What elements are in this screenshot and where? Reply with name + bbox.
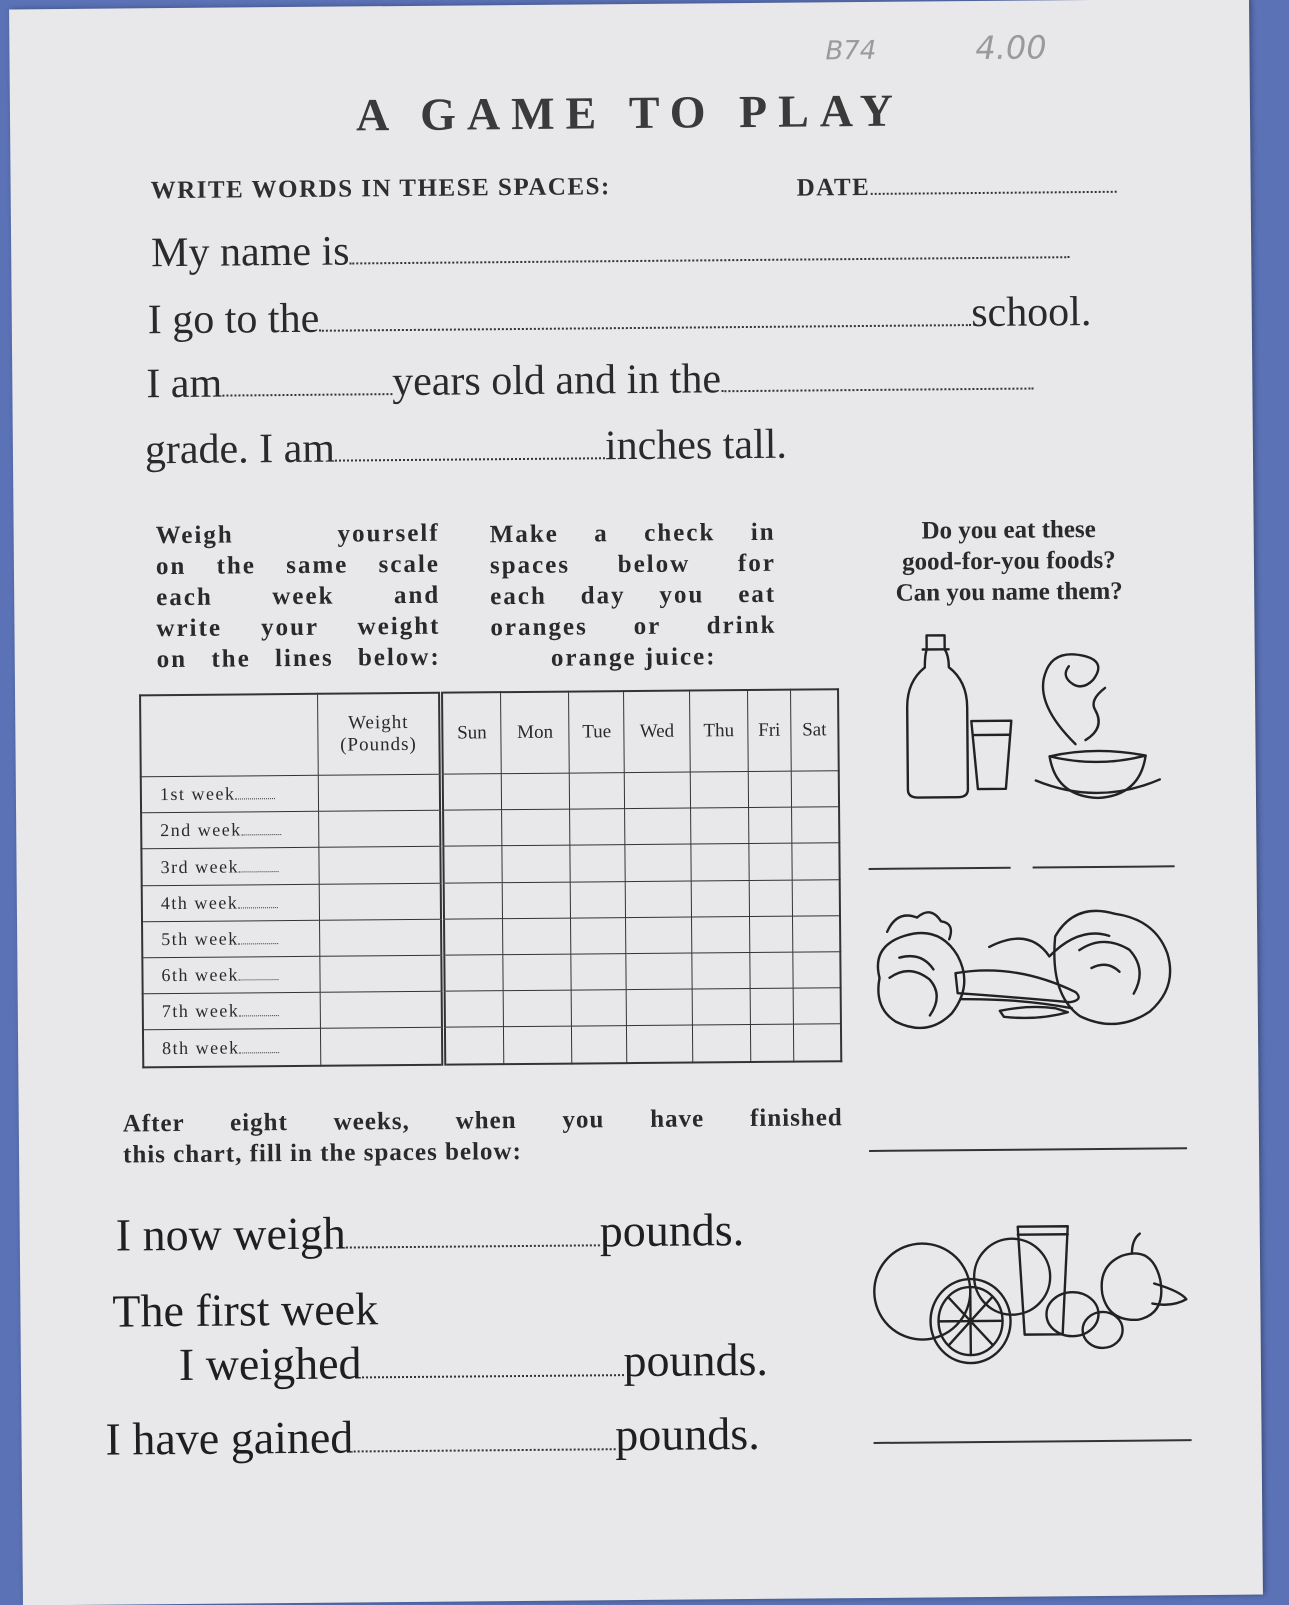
fruits-illustration xyxy=(872,1219,1193,1372)
after-instruction xyxy=(123,1102,844,1170)
week-label xyxy=(142,884,320,922)
unit-label: pounds. xyxy=(599,1204,745,1257)
check-cell[interactable] xyxy=(625,772,691,809)
weight-cell[interactable] xyxy=(319,883,442,920)
check-cell[interactable] xyxy=(570,881,625,918)
grade-blank[interactable] xyxy=(721,358,1033,393)
weigh-line-4: write your weight xyxy=(156,612,441,643)
check-cell[interactable] xyxy=(442,810,502,847)
first-weighed-blank[interactable] xyxy=(361,1342,623,1378)
week-label-text: 4th week xyxy=(160,892,239,913)
check-cell[interactable] xyxy=(570,845,625,882)
check-cell[interactable] xyxy=(750,988,793,1025)
first-weighed-line xyxy=(179,1333,769,1391)
table-row xyxy=(141,807,839,849)
day-header: Sat xyxy=(790,689,838,771)
weight-cell[interactable] xyxy=(319,810,442,847)
height-suffix: inches tall. xyxy=(604,421,788,470)
check-cell[interactable] xyxy=(570,773,625,810)
check-line-1: Make a check in xyxy=(489,518,776,549)
weigh-line-2: on the same scale xyxy=(155,550,441,581)
check-cell[interactable] xyxy=(751,1025,794,1062)
check-line-5: orange juice: xyxy=(550,643,717,672)
check-instruction xyxy=(490,517,777,674)
week-label xyxy=(141,775,319,813)
weekly-chart xyxy=(139,688,842,1068)
week-label-text: 8th week xyxy=(162,1037,240,1058)
week-blank xyxy=(239,931,279,944)
now-weigh-label: I now weigh xyxy=(115,1207,346,1261)
date-field[interactable] xyxy=(797,169,1117,203)
weight-cell[interactable] xyxy=(320,919,443,956)
check-cell[interactable] xyxy=(441,774,501,811)
check-cell[interactable] xyxy=(791,771,839,808)
day-header: Tue xyxy=(569,691,625,773)
first-week-line: The first week xyxy=(112,1283,379,1337)
check-cell[interactable] xyxy=(442,882,502,919)
check-cell[interactable] xyxy=(571,990,626,1027)
check-line-3: each day you eat xyxy=(490,580,777,611)
check-cell[interactable] xyxy=(570,809,625,846)
check-cell[interactable] xyxy=(501,773,569,810)
weight-header xyxy=(318,693,442,776)
answer-line-4[interactable] xyxy=(874,1439,1192,1444)
week-blank xyxy=(239,967,279,980)
day-header: Thu xyxy=(689,690,748,772)
week-blank xyxy=(239,859,279,872)
weigh-line-5: on the lines below: xyxy=(156,643,441,674)
check-cell[interactable] xyxy=(442,846,502,883)
answer-line-1[interactable] xyxy=(869,867,1011,870)
check-cell[interactable] xyxy=(691,844,750,881)
table-row xyxy=(142,952,840,994)
check-cell[interactable] xyxy=(692,989,751,1026)
week-blank xyxy=(235,786,275,799)
foods-line-1: Do you eat these xyxy=(921,515,1096,545)
chart-header-row xyxy=(140,689,839,777)
table-row xyxy=(141,843,839,885)
height-line xyxy=(145,421,787,475)
check-cell[interactable] xyxy=(503,954,571,991)
check-cell[interactable] xyxy=(750,916,793,953)
foods-line-2: good-for-you foods? xyxy=(901,546,1116,576)
check-cell[interactable] xyxy=(793,1024,841,1061)
check-cell[interactable] xyxy=(690,772,749,809)
day-header: Sun xyxy=(441,692,502,774)
check-cell[interactable] xyxy=(504,1026,572,1064)
check-line-2: spaces below for xyxy=(489,549,777,580)
gained-blank[interactable] xyxy=(353,1416,615,1452)
week-label xyxy=(141,811,319,849)
week-label-text: 6th week xyxy=(161,964,240,986)
check-cell[interactable] xyxy=(503,918,571,955)
foods-line-3: Can you name them? xyxy=(895,577,1123,607)
table-row xyxy=(141,771,839,813)
date-blank[interactable] xyxy=(870,169,1116,195)
weight-cell[interactable] xyxy=(320,955,443,992)
check-cell[interactable] xyxy=(749,807,792,844)
check-cell[interactable] xyxy=(626,881,692,918)
check-cell[interactable] xyxy=(571,917,626,954)
check-cell[interactable] xyxy=(692,1025,751,1063)
check-cell[interactable] xyxy=(502,845,570,882)
check-cell[interactable] xyxy=(791,807,839,844)
grade-label: grade. I am xyxy=(144,425,336,474)
pencil-price-note: 4.00 xyxy=(975,28,1047,68)
check-cell[interactable] xyxy=(626,917,692,954)
weight-header-line1: Weight xyxy=(348,711,409,734)
week-blank xyxy=(239,1003,279,1016)
weigh-line-3: each week and xyxy=(156,581,441,612)
check-cell[interactable] xyxy=(502,809,570,846)
school-blank[interactable] xyxy=(319,294,971,332)
check-cell[interactable] xyxy=(502,882,570,919)
date-label: DATE xyxy=(796,173,871,202)
unit-label: pounds. xyxy=(623,1333,769,1387)
weight-cell[interactable] xyxy=(319,847,442,884)
check-cell[interactable] xyxy=(625,844,691,881)
week-label xyxy=(142,956,320,994)
now-weigh-blank[interactable] xyxy=(346,1212,600,1248)
check-cell[interactable] xyxy=(503,990,571,1027)
check-cell[interactable] xyxy=(626,953,692,990)
school-suffix: school. xyxy=(971,289,1092,337)
day-header: Wed xyxy=(624,691,690,773)
weight-cell[interactable] xyxy=(320,1028,443,1066)
school-line xyxy=(148,288,1092,344)
after-line-1: After eight weeks, when you have finished xyxy=(122,1104,843,1138)
check-cell[interactable] xyxy=(792,916,840,953)
name-line xyxy=(151,221,1070,277)
check-cell[interactable] xyxy=(625,808,691,845)
page-title: A GAME TO PLAY xyxy=(355,84,905,141)
week-label xyxy=(141,848,319,886)
check-cell[interactable] xyxy=(627,989,693,1026)
week-blank xyxy=(238,895,278,908)
gained-line xyxy=(105,1407,760,1466)
week-label-text: 2nd week xyxy=(160,819,242,841)
check-cell[interactable] xyxy=(792,843,840,880)
name-label: My name is xyxy=(150,228,350,277)
check-cell[interactable] xyxy=(691,916,750,953)
height-blank[interactable] xyxy=(335,427,605,461)
table-row xyxy=(142,879,840,921)
check-cell[interactable] xyxy=(750,952,793,989)
answer-line-2[interactable] xyxy=(1033,865,1175,868)
name-blank[interactable] xyxy=(349,226,1069,264)
check-cell[interactable] xyxy=(443,991,503,1028)
check-cell[interactable] xyxy=(443,1027,503,1065)
check-cell[interactable] xyxy=(749,880,792,917)
check-cell[interactable] xyxy=(748,771,791,808)
vegetables-illustration xyxy=(869,905,1182,1038)
age-middle-text: years old and in the xyxy=(391,356,722,406)
week-label xyxy=(142,920,320,958)
week-label-text: 1st week xyxy=(159,783,236,805)
week-label-text: 5th week xyxy=(161,928,239,950)
check-cell[interactable] xyxy=(443,955,503,992)
check-cell[interactable] xyxy=(749,844,792,881)
check-cell[interactable] xyxy=(793,952,841,989)
week-label xyxy=(143,1029,321,1068)
age-line xyxy=(146,353,1033,409)
school-label: I go to the xyxy=(147,295,320,344)
weight-header-line2: (Pounds) xyxy=(340,733,417,756)
day-header: Fri xyxy=(748,690,792,772)
check-cell[interactable] xyxy=(571,954,626,991)
gained-label: I have gained xyxy=(105,1411,354,1465)
age-label: I am xyxy=(146,360,223,408)
answer-line-3[interactable] xyxy=(869,1147,1187,1152)
worksheet-page xyxy=(9,0,1263,1605)
table-row xyxy=(143,988,841,1030)
chart-corner-cell xyxy=(140,694,318,777)
week-label-text: 3rd week xyxy=(160,855,240,877)
now-weigh-line xyxy=(116,1203,745,1261)
check-cell[interactable] xyxy=(627,1025,693,1063)
after-line-2: this chart, fill in the spaces below: xyxy=(122,1138,522,1169)
age-blank[interactable] xyxy=(222,363,392,396)
foods-question xyxy=(846,513,1173,609)
week-blank xyxy=(242,822,282,835)
check-line-4: oranges or drink xyxy=(490,611,777,642)
milk-and-cereal-illustration xyxy=(899,627,1181,809)
check-cell[interactable] xyxy=(793,988,841,1025)
unit-label: pounds. xyxy=(615,1407,760,1461)
weigh-instruction xyxy=(156,518,441,675)
write-instruction: WRITE WORDS IN THESE SPACES: xyxy=(150,173,611,205)
week-label-text: 7th week xyxy=(161,1000,240,1022)
check-cell[interactable] xyxy=(443,918,503,955)
check-cell[interactable] xyxy=(792,879,840,916)
day-header: Mon xyxy=(501,692,570,774)
weight-cell[interactable] xyxy=(320,991,443,1028)
check-cell[interactable] xyxy=(691,880,750,917)
weigh-line-1: Weigh yourself xyxy=(155,519,440,550)
week-blank xyxy=(240,1040,280,1053)
table-row xyxy=(143,1024,841,1067)
check-cell[interactable] xyxy=(572,1026,627,1064)
check-cell[interactable] xyxy=(690,808,749,845)
pencil-code-note: B74 xyxy=(825,35,877,67)
table-row xyxy=(142,916,840,958)
week-label xyxy=(143,992,321,1030)
first-weighed-label: I weighed xyxy=(178,1337,362,1391)
weight-cell[interactable] xyxy=(318,774,441,811)
check-cell[interactable] xyxy=(692,953,751,990)
